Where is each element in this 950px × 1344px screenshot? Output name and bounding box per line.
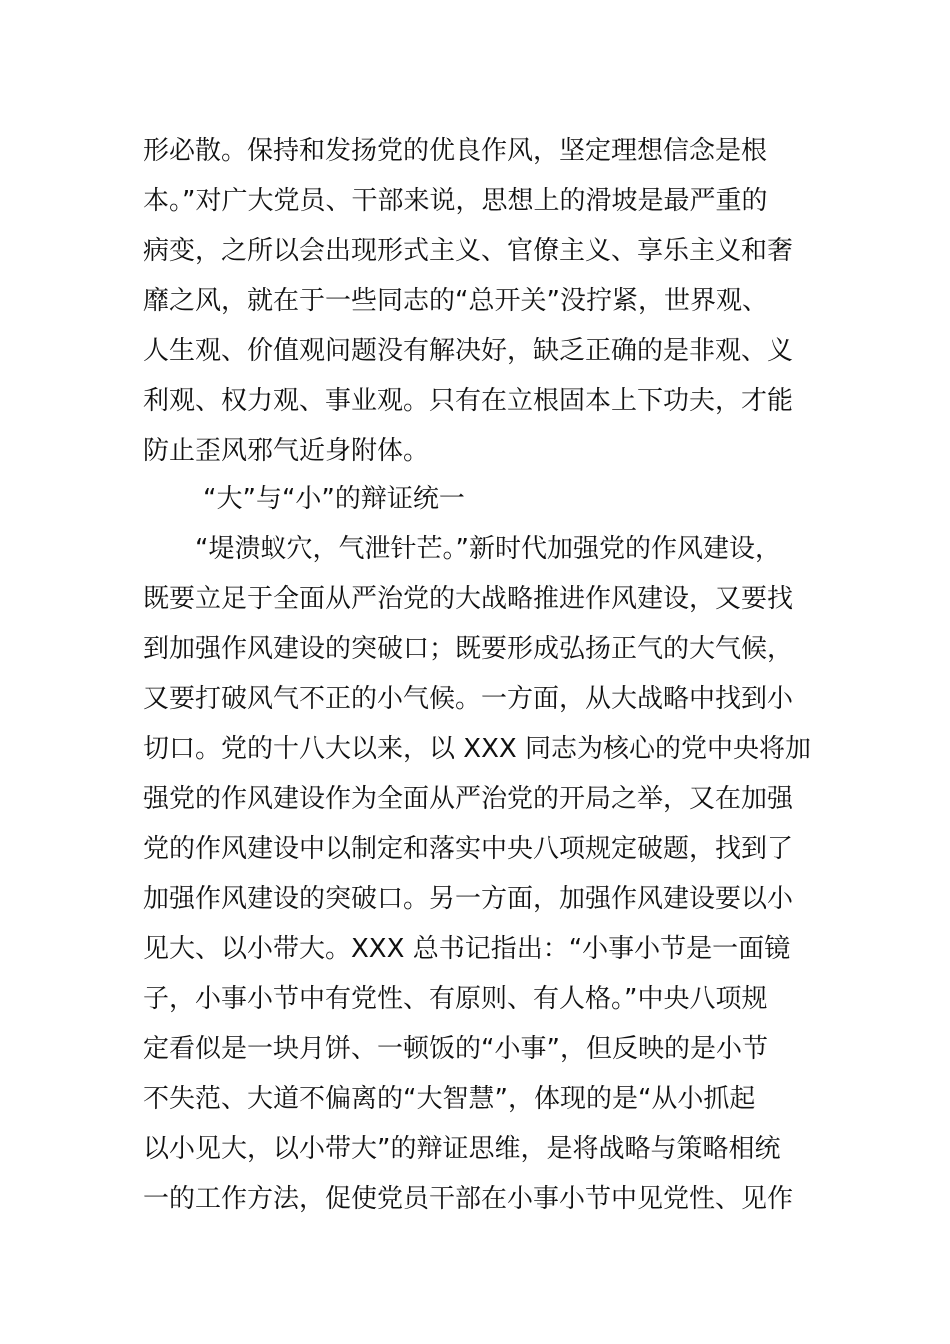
paragraph-1-line: 人生观、价值观问题没有解决好，缺乏正确的是非观、义 bbox=[143, 336, 794, 366]
paragraph-2-line: 切口。党的十八大以来，以 XXX 同志为核心的党中央将加 bbox=[143, 734, 811, 764]
paragraph-2-line: “堤溃蚁穴，气泄针芒。”新时代加强党的作风建设， bbox=[195, 534, 781, 564]
section-heading-block bbox=[143, 474, 813, 524]
paragraph-1-line: 形必散。保持和发扬党的优良作风，坚定理想信念是根 bbox=[143, 136, 768, 166]
paragraph-2-line: 到加强作风建设的突破口；既要形成弘扬正气的大气候， bbox=[143, 634, 794, 664]
paragraph-2-line: 又要打破风气不正的小气候。一方面，从大战略中找到小 bbox=[143, 684, 794, 714]
paragraph-2-line: 不失范、大道不偏离的“大智慧”，体现的是“从小抓起 bbox=[143, 1084, 756, 1114]
paragraph-2-line: 一的工作方法，促使党员干部在小事小节中见党性、见作 bbox=[143, 1184, 794, 1214]
paragraph-1-line: 靡之风，就在于一些同志的“总开关”没拧紧，世界观、 bbox=[143, 286, 768, 316]
paragraph-2-line: 党的作风建设中以制定和落实中央八项规定破题，找到了 bbox=[143, 834, 794, 864]
paragraph-1-line: 防止歪风邪气近身附体。 bbox=[143, 436, 430, 466]
paragraph-2-line: 以小见大，以小带大”的辩证思维，是将战略与策略相统 bbox=[143, 1134, 781, 1164]
paragraph-1-line: 病变，之所以会出现形式主义、官僚主义、享乐主义和奢 bbox=[143, 236, 794, 266]
paragraph-2-line: 定看似是一块月饼、一顿饭的“小事”，但反映的是小节 bbox=[143, 1034, 768, 1064]
section-heading: “大”与“小”的辩证统一 bbox=[203, 484, 465, 514]
paragraph-2-line: 见大、以小带大。XXX 总书记指出：“小事小节是一面镜 bbox=[143, 934, 791, 964]
paragraph-1 bbox=[143, 126, 813, 476]
paragraph-2-line: 子，小事小节中有党性、有原则、有人格。”中央八项规 bbox=[143, 984, 768, 1014]
paragraph-2-line: 强党的作风建设作为全面从严治党的开局之举，又在加强 bbox=[143, 784, 794, 814]
paragraph-1-line: 本。”对广大党员、干部来说，思想上的滑坡是最严重的 bbox=[143, 186, 768, 216]
paragraph-2-line: 既要立足于全面从严治党的大战略推进作风建设，又要找 bbox=[143, 584, 794, 614]
paragraph-1-line: 利观、权力观、事业观。只有在立根固本上下功夫，才能 bbox=[143, 386, 794, 416]
paragraph-2-line: 加强作风建设的突破口。另一方面，加强作风建设要以小 bbox=[143, 884, 794, 914]
paragraph-2 bbox=[143, 524, 813, 1224]
